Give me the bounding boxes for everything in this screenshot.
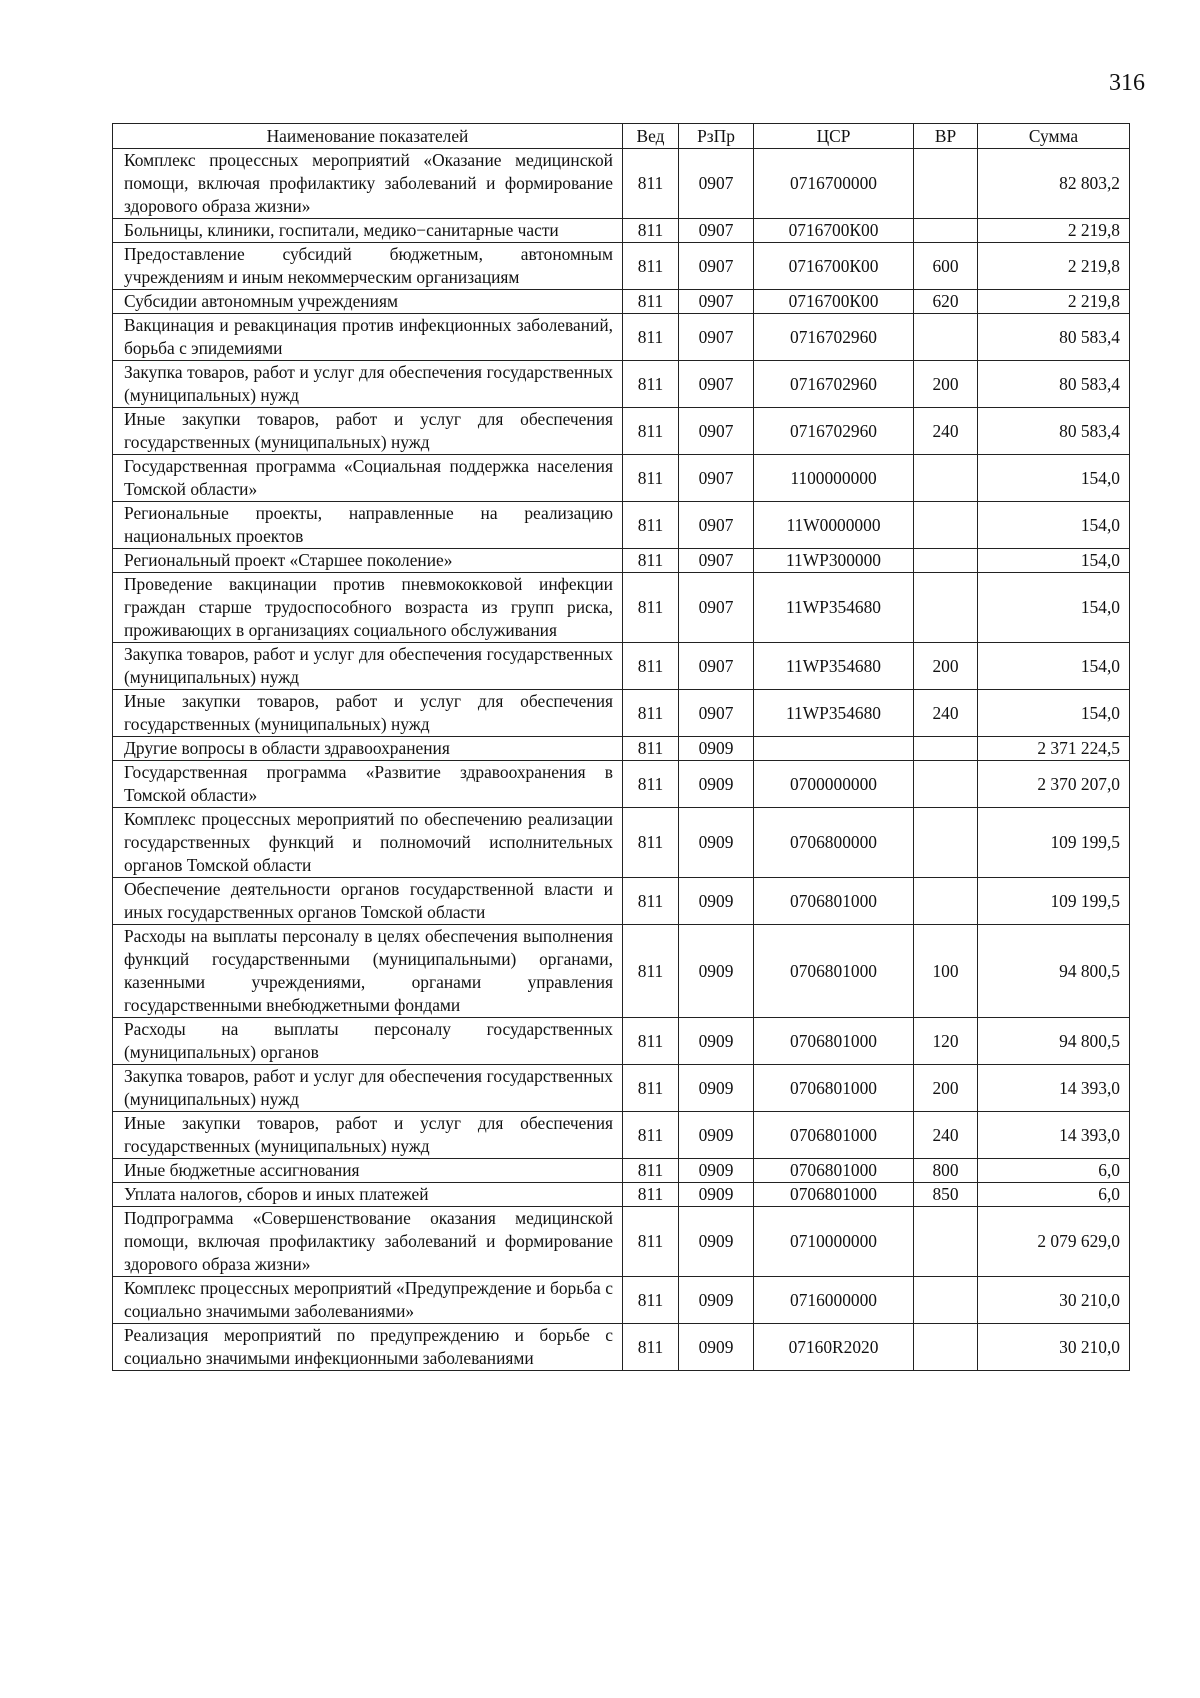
cell-csr: 0700000000 (754, 761, 914, 808)
cell-sum: 2 219,8 (978, 243, 1130, 290)
column-header-ved: Вед (623, 124, 679, 149)
cell-ved: 811 (623, 243, 679, 290)
cell-ved: 811 (623, 1324, 679, 1371)
cell-rzpr: 0907 (679, 502, 754, 549)
table-row (113, 1207, 1130, 1277)
table-body (113, 149, 1130, 1371)
cell-csr (754, 737, 914, 761)
table-row (113, 878, 1130, 925)
cell-vr: 120 (914, 1018, 978, 1065)
cell-csr: 11WP354680 (754, 643, 914, 690)
cell-csr: 11WP354680 (754, 573, 914, 643)
cell-csr: 0716700К00 (754, 243, 914, 290)
cell-ved: 811 (623, 1277, 679, 1324)
cell-sum: 30 210,0 (978, 1324, 1130, 1371)
cell-rzpr: 0909 (679, 1324, 754, 1371)
page-number: 316 (1109, 70, 1145, 96)
cell-name: Закупка товаров, работ и услуг для обеспечения государственных (муниципальных) нужд (113, 361, 623, 408)
cell-vr: 240 (914, 1112, 978, 1159)
cell-rzpr: 0909 (679, 878, 754, 925)
cell-rzpr: 0909 (679, 1112, 754, 1159)
cell-vr (914, 1324, 978, 1371)
cell-vr (914, 1207, 978, 1277)
cell-csr: 0716000000 (754, 1277, 914, 1324)
cell-vr: 200 (914, 1065, 978, 1112)
table-row (113, 149, 1130, 219)
cell-vr (914, 219, 978, 243)
cell-rzpr: 0907 (679, 549, 754, 573)
cell-vr: 620 (914, 290, 978, 314)
cell-csr: 0710000000 (754, 1207, 914, 1277)
cell-name: Реализация мероприятий по предупреждению и борьбе с социально значимыми инфекционными заболеваниями (113, 1324, 623, 1371)
cell-ved: 811 (623, 737, 679, 761)
cell-csr: 11WP300000 (754, 549, 914, 573)
table-row (113, 1065, 1130, 1112)
cell-rzpr: 0909 (679, 737, 754, 761)
cell-rzpr: 0907 (679, 643, 754, 690)
table-row (113, 243, 1130, 290)
cell-rzpr: 0907 (679, 243, 754, 290)
table-row (113, 1277, 1130, 1324)
cell-name: Обеспечение деятельности органов государственной власти и иных государственных органов Томской области (113, 878, 623, 925)
cell-csr: 0706801000 (754, 1065, 914, 1112)
cell-name: Расходы на выплаты персоналу государственных (муниципальных) органов (113, 1018, 623, 1065)
cell-sum: 94 800,5 (978, 925, 1130, 1018)
cell-rzpr: 0909 (679, 1159, 754, 1183)
cell-name: Расходы на выплаты персоналу в целях обеспечения выполнения функций государственными (муниципальными) органами, казенными учреждениями, органами управления государственными внебюджетными фондами (113, 925, 623, 1018)
cell-rzpr: 0909 (679, 1277, 754, 1324)
table-row (113, 361, 1130, 408)
cell-name: Государственная программа «Развитие здравоохранения в Томской области» (113, 761, 623, 808)
cell-name: Предоставление субсидий бюджетным, автономным учреждениям и иным некоммерческим организациям (113, 243, 623, 290)
cell-vr (914, 808, 978, 878)
cell-vr (914, 314, 978, 361)
cell-ved: 811 (623, 761, 679, 808)
cell-rzpr: 0909 (679, 761, 754, 808)
cell-vr: 200 (914, 643, 978, 690)
cell-name: Комплекс процессных мероприятий «Оказание медицинской помощи, включая профилактику заболеваний и формирование здорового образа жизни» (113, 149, 623, 219)
cell-name: Вакцинация и ревакцинация против инфекционных заболеваний, борьба с эпидемиями (113, 314, 623, 361)
table-row (113, 314, 1130, 361)
table-row (113, 1159, 1130, 1183)
table-row (113, 1183, 1130, 1207)
cell-rzpr: 0909 (679, 1207, 754, 1277)
cell-csr: 0716700К00 (754, 290, 914, 314)
cell-csr: 11W0000000 (754, 502, 914, 549)
cell-sum: 30 210,0 (978, 1277, 1130, 1324)
budget-table (112, 123, 1130, 1371)
cell-ved: 811 (623, 643, 679, 690)
cell-vr (914, 878, 978, 925)
cell-sum: 80 583,4 (978, 361, 1130, 408)
cell-ved: 811 (623, 361, 679, 408)
cell-csr: 0706800000 (754, 808, 914, 878)
cell-ved: 811 (623, 1065, 679, 1112)
table-row (113, 925, 1130, 1018)
cell-sum: 80 583,4 (978, 314, 1130, 361)
cell-vr: 240 (914, 690, 978, 737)
cell-ved: 811 (623, 149, 679, 219)
cell-sum: 80 583,4 (978, 408, 1130, 455)
cell-vr (914, 502, 978, 549)
cell-ved: 811 (623, 408, 679, 455)
cell-ved: 811 (623, 878, 679, 925)
cell-name: Иные бюджетные ассигнования (113, 1159, 623, 1183)
cell-sum: 2 219,8 (978, 290, 1130, 314)
cell-ved: 811 (623, 808, 679, 878)
cell-sum: 14 393,0 (978, 1065, 1130, 1112)
cell-sum: 109 199,5 (978, 808, 1130, 878)
cell-sum: 154,0 (978, 549, 1130, 573)
cell-ved: 811 (623, 219, 679, 243)
column-header-rzpr: РзПр (679, 124, 754, 149)
column-header-vr: ВР (914, 124, 978, 149)
cell-rzpr: 0909 (679, 1018, 754, 1065)
cell-sum: 14 393,0 (978, 1112, 1130, 1159)
cell-sum: 154,0 (978, 690, 1130, 737)
cell-name: Закупка товаров, работ и услуг для обеспечения государственных (муниципальных) нужд (113, 643, 623, 690)
cell-ved: 811 (623, 573, 679, 643)
cell-csr: 0716700000 (754, 149, 914, 219)
column-header-sum: Сумма (978, 124, 1130, 149)
cell-sum: 109 199,5 (978, 878, 1130, 925)
cell-vr: 200 (914, 361, 978, 408)
cell-ved: 811 (623, 1112, 679, 1159)
cell-rzpr: 0907 (679, 408, 754, 455)
cell-sum: 94 800,5 (978, 1018, 1130, 1065)
table-row (113, 643, 1130, 690)
cell-csr: 0716702960 (754, 314, 914, 361)
cell-vr (914, 455, 978, 502)
cell-ved: 811 (623, 1183, 679, 1207)
cell-vr: 850 (914, 1183, 978, 1207)
cell-ved: 811 (623, 290, 679, 314)
cell-csr: 07160R2020 (754, 1324, 914, 1371)
cell-name: Региональные проекты, направленные на реализацию национальных проектов (113, 502, 623, 549)
cell-rzpr: 0907 (679, 455, 754, 502)
table-row (113, 1324, 1130, 1371)
cell-vr (914, 149, 978, 219)
cell-rzpr: 0907 (679, 290, 754, 314)
cell-sum: 154,0 (978, 502, 1130, 549)
cell-vr (914, 549, 978, 573)
cell-sum: 154,0 (978, 573, 1130, 643)
cell-name: Региональный проект «Старшее поколение» (113, 549, 623, 573)
cell-rzpr: 0909 (679, 808, 754, 878)
table-header-row (113, 124, 1130, 149)
cell-rzpr: 0909 (679, 1183, 754, 1207)
cell-name: Закупка товаров, работ и услуг для обеспечения государственных (муниципальных) нужд (113, 1065, 623, 1112)
cell-name: Больницы, клиники, госпитали, медико−санитарные части (113, 219, 623, 243)
cell-name: Иные закупки товаров, работ и услуг для обеспечения государственных (муниципальных) нужд (113, 408, 623, 455)
table-row (113, 737, 1130, 761)
cell-rzpr: 0907 (679, 314, 754, 361)
cell-csr: 0706801000 (754, 1183, 914, 1207)
cell-rzpr: 0907 (679, 573, 754, 643)
cell-sum: 2 370 207,0 (978, 761, 1130, 808)
cell-csr: 0706801000 (754, 1159, 914, 1183)
cell-name: Комплекс процессных мероприятий по обеспечению реализации государственных функций и полномочий исполнительных органов Томской области (113, 808, 623, 878)
cell-name: Государственная программа «Социальная поддержка населения Томской области» (113, 455, 623, 502)
cell-ved: 811 (623, 1207, 679, 1277)
cell-sum: 154,0 (978, 455, 1130, 502)
cell-name: Другие вопросы в области здравоохранения (113, 737, 623, 761)
cell-vr: 800 (914, 1159, 978, 1183)
cell-sum: 2 371 224,5 (978, 737, 1130, 761)
cell-vr (914, 1277, 978, 1324)
cell-name: Иные закупки товаров, работ и услуг для обеспечения государственных (муниципальных) нужд (113, 690, 623, 737)
cell-csr: 0716702960 (754, 408, 914, 455)
table-row (113, 408, 1130, 455)
cell-csr: 0706801000 (754, 878, 914, 925)
table-row (113, 1018, 1130, 1065)
cell-vr: 100 (914, 925, 978, 1018)
cell-name: Комплекс процессных мероприятий «Предупреждение и борьба с социально значимыми заболеваниями» (113, 1277, 623, 1324)
table-row (113, 808, 1130, 878)
cell-name: Подпрограмма «Совершенствование оказания медицинской помощи, включая профилактику заболеваний и формирование здорового образа жизни» (113, 1207, 623, 1277)
table-row (113, 290, 1130, 314)
cell-ved: 811 (623, 1018, 679, 1065)
column-header-name: Наименование показателей (113, 124, 623, 149)
table-row (113, 690, 1130, 737)
cell-name: Субсидии автономным учреждениям (113, 290, 623, 314)
cell-csr: 0706801000 (754, 1018, 914, 1065)
cell-ved: 811 (623, 690, 679, 737)
cell-ved: 811 (623, 314, 679, 361)
cell-csr: 0716702960 (754, 361, 914, 408)
cell-sum: 82 803,2 (978, 149, 1130, 219)
cell-name: Проведение вакцинации против пневмококковой инфекции граждан старше трудоспособного возраста из групп риска, проживающих в организациях социального обслуживания (113, 573, 623, 643)
cell-csr: 11WP354680 (754, 690, 914, 737)
cell-ved: 811 (623, 549, 679, 573)
cell-vr (914, 761, 978, 808)
table-row (113, 1112, 1130, 1159)
table-row (113, 549, 1130, 573)
cell-sum: 6,0 (978, 1159, 1130, 1183)
cell-vr: 240 (914, 408, 978, 455)
cell-sum: 2 079 629,0 (978, 1207, 1130, 1277)
cell-rzpr: 0909 (679, 1065, 754, 1112)
cell-rzpr: 0909 (679, 925, 754, 1018)
cell-rzpr: 0907 (679, 149, 754, 219)
table-row (113, 455, 1130, 502)
cell-sum: 6,0 (978, 1183, 1130, 1207)
table-row (113, 219, 1130, 243)
cell-csr: 0706801000 (754, 925, 914, 1018)
table-row (113, 573, 1130, 643)
cell-sum: 2 219,8 (978, 219, 1130, 243)
cell-ved: 811 (623, 502, 679, 549)
table-row (113, 761, 1130, 808)
cell-csr: 1100000000 (754, 455, 914, 502)
cell-vr (914, 573, 978, 643)
cell-csr: 0706801000 (754, 1112, 914, 1159)
cell-vr (914, 737, 978, 761)
cell-rzpr: 0907 (679, 219, 754, 243)
cell-sum: 154,0 (978, 643, 1130, 690)
column-header-csr: ЦСР (754, 124, 914, 149)
cell-name: Иные закупки товаров, работ и услуг для обеспечения государственных (муниципальных) нужд (113, 1112, 623, 1159)
cell-csr: 0716700К00 (754, 219, 914, 243)
cell-rzpr: 0907 (679, 361, 754, 408)
cell-ved: 811 (623, 455, 679, 502)
cell-ved: 811 (623, 1159, 679, 1183)
cell-ved: 811 (623, 925, 679, 1018)
cell-name: Уплата налогов, сборов и иных платежей (113, 1183, 623, 1207)
cell-vr: 600 (914, 243, 978, 290)
table-row (113, 502, 1130, 549)
cell-rzpr: 0907 (679, 690, 754, 737)
